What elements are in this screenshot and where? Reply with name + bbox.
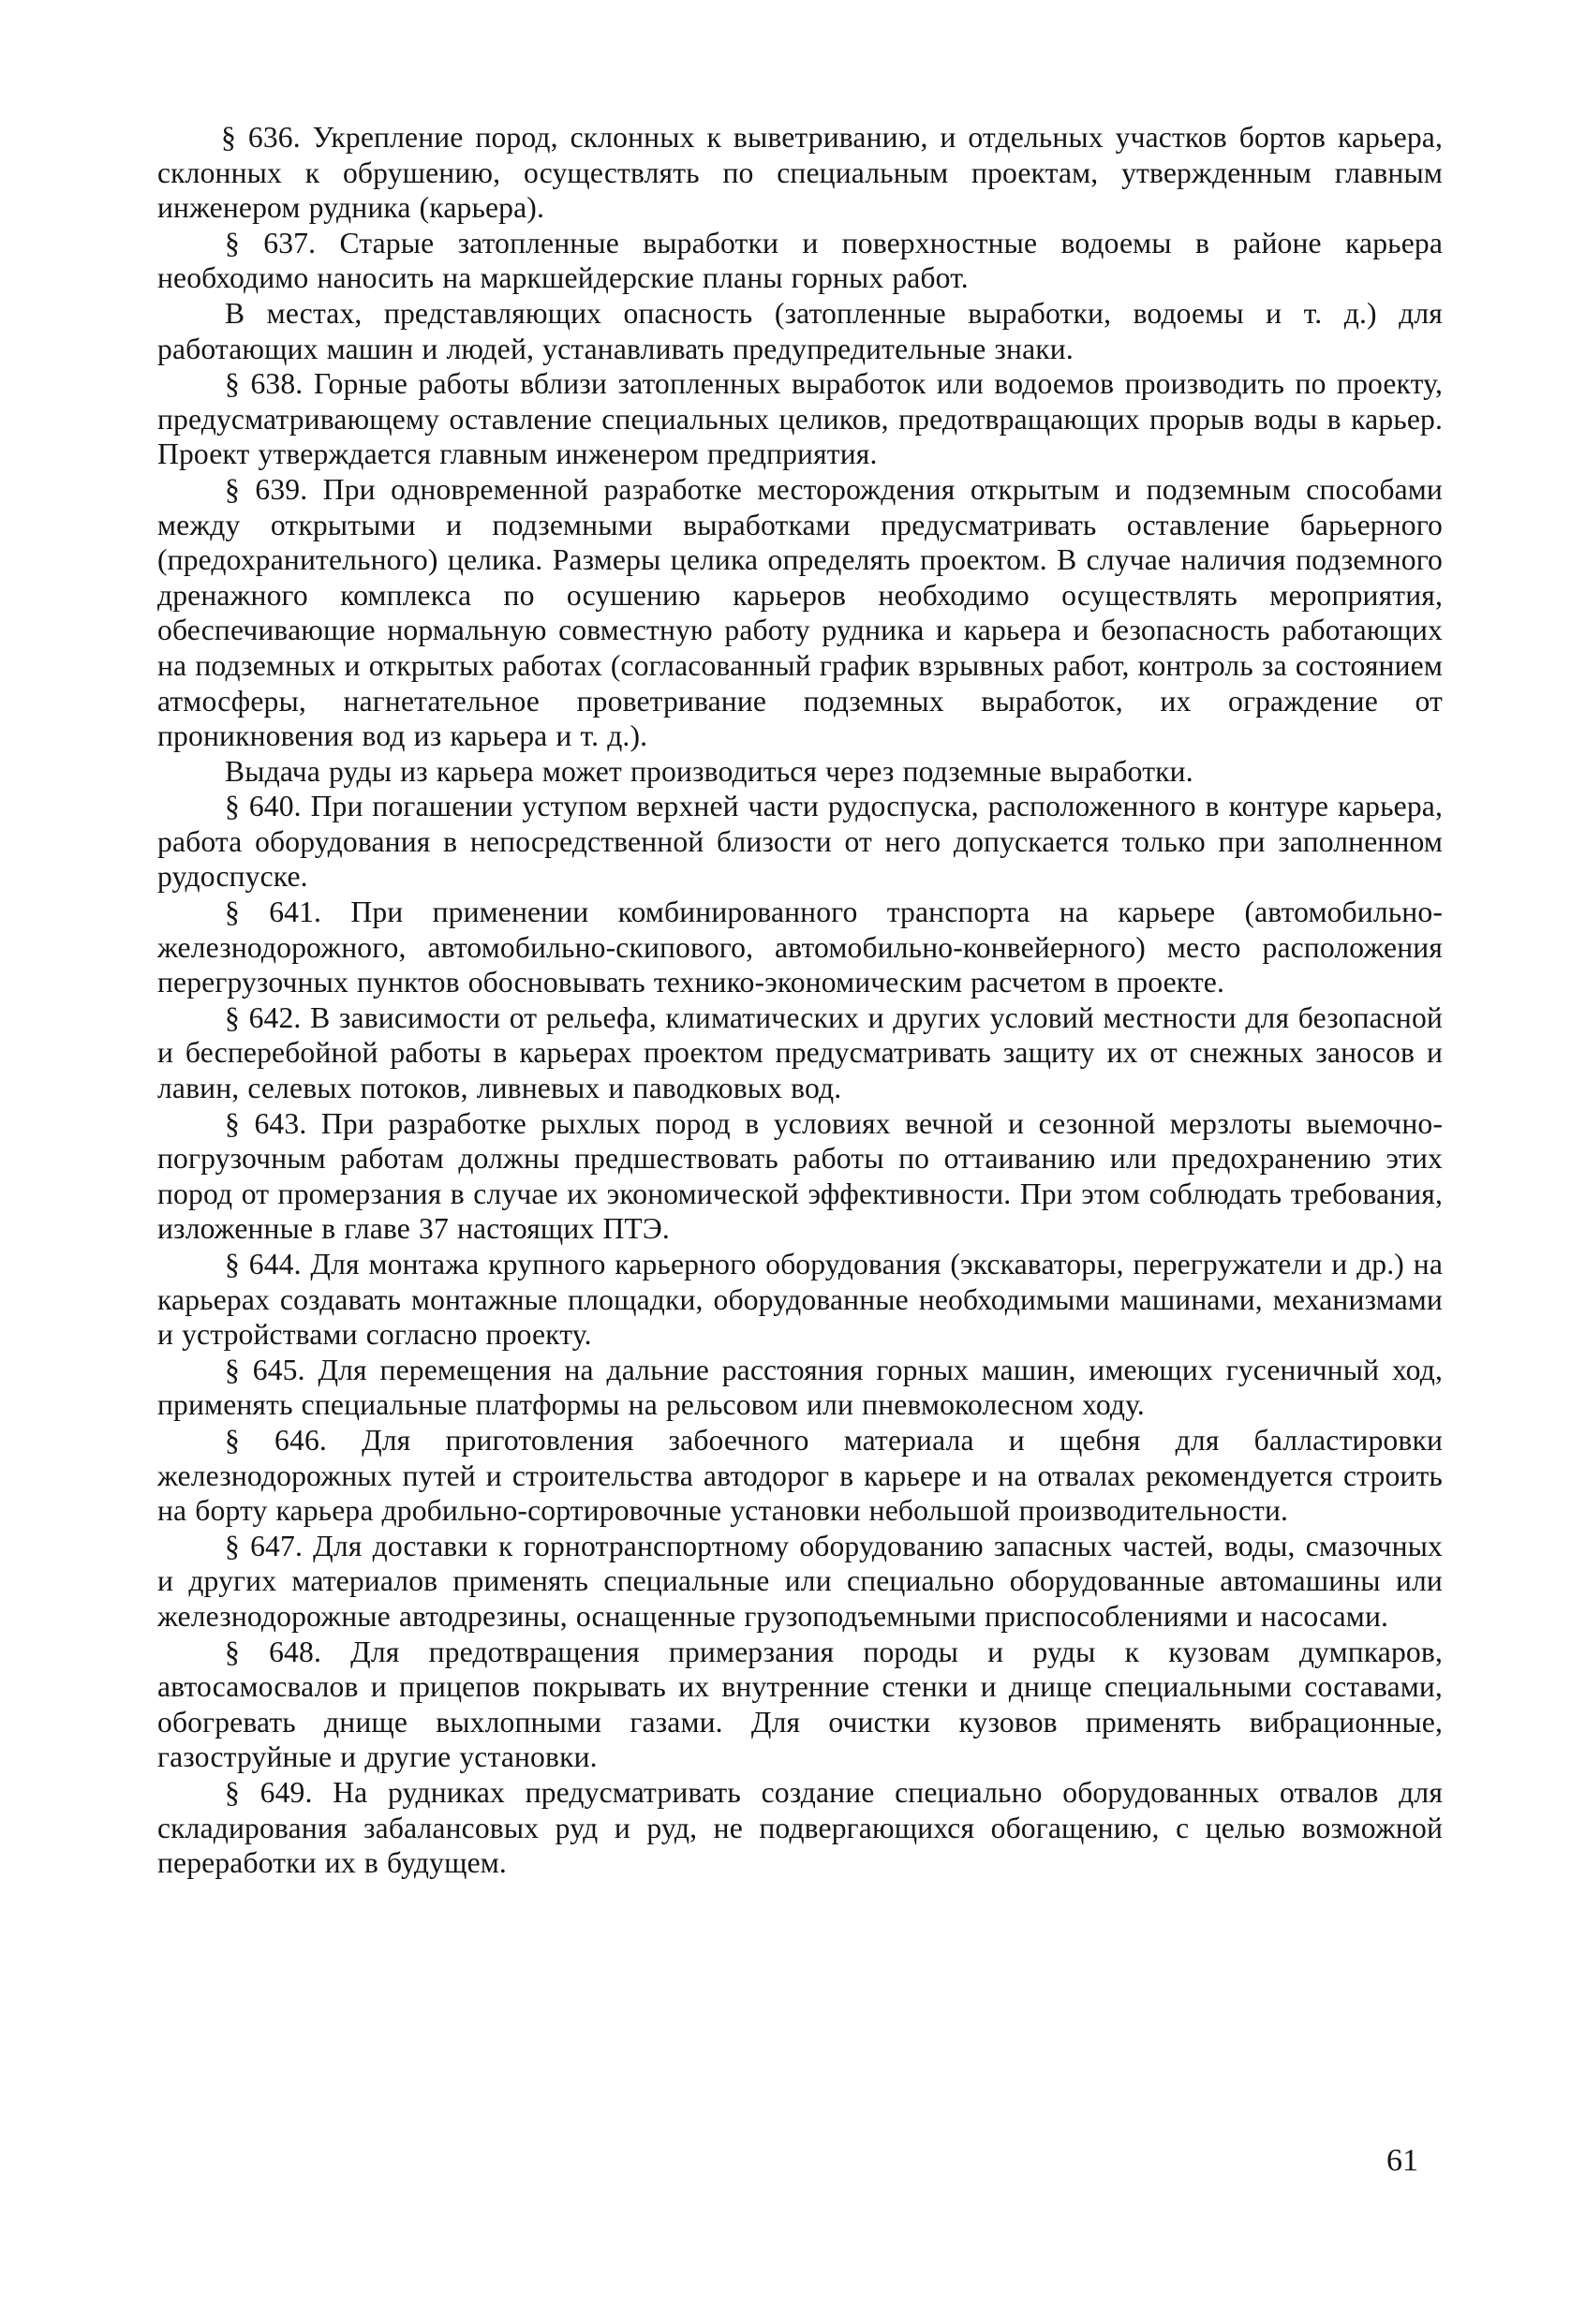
page-body	[157, 120, 1443, 1881]
paragraph-639: § 639. При одновременной разработке месторождения открытым и подземным способами между открытыми и подземными выработками предусматривать оставление барьерного (предохранительного) целика. Размеры целика определять проектом. В случае наличия подземного дренажного комплекса по осушению карьеров необходимо осуществлять мероприятия, обеспечивающие нормальную совместную работу рудника и карьера и безопасность работающих на подземных и открытых работах (согласованный график взрывных работ, контроль за состоянием атмосферы, нагнетательное проветривание подземных выработок, их ограждение от проникновения вод из карьера и т. д.).	[157, 472, 1443, 753]
paragraph-637-continued: В местах, представляющих опасность (затопленные выработки, водоемы и т. д.) для работающих машин и людей, устанавливать предупредительные знаки.	[157, 296, 1443, 365]
paragraph-646: § 646. Для приготовления забоечного материала и щебня для балластировки железнодорожных путей и строительства автодорог в карьере и на отвалах рекомендуется строить на борту карьера дробильно-сортировочные установки небольшой производительности.	[157, 1423, 1443, 1528]
paragraph-640: § 640. При погашении уступом верхней части рудоспуска, расположенного в контуре карьера, работа оборудования в непосредственной близости от него допускается только при заполненном рудоспуске.	[157, 790, 1443, 894]
paragraph-636: § 636. Укрепление пород, склонных к выветриванию, и отдельных участков бортов карьера, склонных к обрушению, осуществлять по специальным проектам, утвержденным главным инженером рудника (карьера).	[157, 121, 1443, 225]
paragraph-642: § 642. В зависимости от рельефа, климатических и других условий местности для безопасной и бесперебойной работы в карьерах проектом предусматривать защиту их от снежных заносов и лавин, селевых потоков, ливневых и паводковых вод.	[157, 1000, 1443, 1105]
paragraph-644: § 644. Для монтажа крупного карьерного оборудования (экскаваторы, перегружатели и др.) на карьерах создавать монтажные площадки, оборудованные необходимыми машинами, механизмами и устройствами согласно проекту.	[157, 1248, 1443, 1352]
paragraph-647: § 647. Для доставки к горнотранспортному оборудованию запасных частей, воды, смазочных и других материалов применять специальные или специально оборудованные автомашины или железнодорожные автодрезины, оснащенные грузоподъемными приспособлениями и насосами.	[157, 1529, 1443, 1633]
page-number: 61	[1386, 2143, 1418, 2178]
paragraph-643: § 643. При разработке рыхлых пород в условиях вечной и сезонной мерзлоты выемочно-погрузочным работам должны предшествовать работы по оттаиванию или предохранению этих пород от промерзания в случае их экономической эффективности. При этом соблюдать требования, изложенные в главе 37 настоящих ПТЭ.	[157, 1106, 1443, 1246]
paragraph-637: § 637. Старые затопленные выработки и поверхностные водоемы в районе карьера необходимо наносить на маркшейдерские планы горных работ.	[157, 226, 1443, 295]
paragraph-641: § 641. При применении комбинированного транспорта на карьере (автомобильно-железнодорожного, автомобильно-скипового, автомобильно-конвейерного) место расположения перегрузочных пунктов обосновывать технико-экономическим расчетом в проекте.	[157, 896, 1443, 999]
paragraph-649: § 649. На рудниках предусматривать создание специально оборудованных отвалов для складирования забалансовых руд и руд, не подвергающихся обогащению, с целью возможной переработки их в будущем.	[157, 1775, 1443, 1880]
paragraph-639-continued: Выдача руды из карьера может производиться через подземные выработки.	[225, 754, 1193, 788]
paragraph-645: § 645. Для перемещения на дальние расстояния горных машин, имеющих гусеничный ход, применять специальные платформы на рельсовом или пневмоколесном ходу.	[157, 1353, 1443, 1422]
paragraph-648: § 648. Для предотвращения примерзания породы и руды к кузовам думпкаров, автосамосвалов и прицепов покрывать их внутренние стенки и днище специальными составами, обогревать днище выхлопными газами. Для очистки кузовов применять вибрационные, газоструйные и другие установки.	[157, 1635, 1443, 1774]
paragraph-638: § 638. Горные работы вблизи затопленных выработок или водоемов производить по проекту, предусматривающему оставление специальных целиков, предотвращающих прорыв воды в карьер. Проект утверждается главным инженером предприятия.	[157, 367, 1443, 471]
